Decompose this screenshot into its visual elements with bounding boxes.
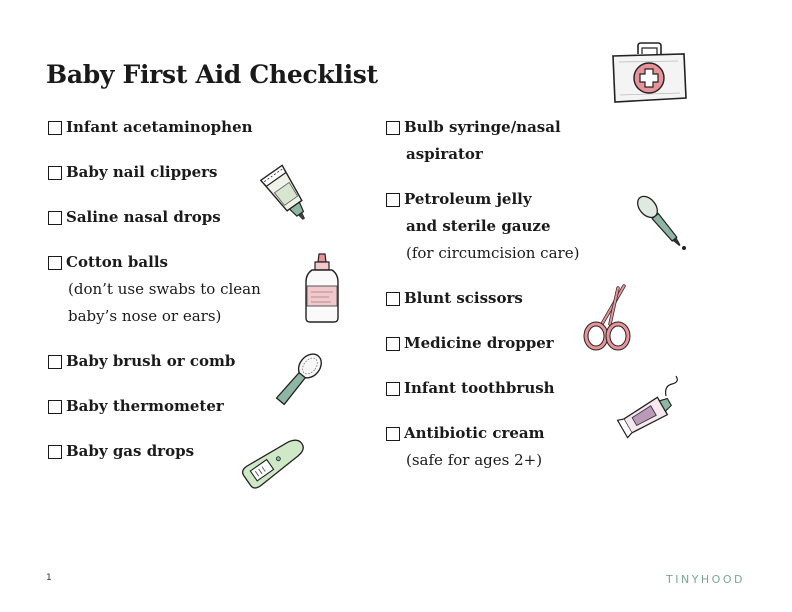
checklist-item[interactable] — [386, 186, 616, 267]
item-note: (for circumcision care) — [406, 244, 580, 262]
cream-tube-icon — [614, 372, 690, 444]
item-label: Saline nasal drops — [66, 208, 221, 226]
checkbox[interactable] — [48, 166, 62, 180]
item-note: (safe for ages 2+) — [406, 451, 543, 469]
item-label: Cotton balls — [66, 253, 168, 271]
item-label: Baby nail clippers — [66, 163, 218, 181]
checklist-item[interactable] — [48, 249, 288, 330]
saline-bottle-icon — [300, 252, 344, 324]
thermometer-icon — [236, 432, 312, 494]
item-note: (don’t use swabs to clean — [68, 280, 261, 298]
checkbox[interactable] — [48, 445, 62, 459]
checklist-item[interactable] — [386, 420, 616, 474]
item-label-cont: aspirator — [406, 145, 483, 163]
checkbox[interactable] — [48, 211, 62, 225]
bulb-syringe-icon — [626, 188, 696, 258]
checkbox[interactable] — [48, 256, 62, 270]
checkbox[interactable] — [386, 292, 400, 306]
ointment-tube-icon — [252, 162, 322, 228]
checklist-item[interactable] — [48, 393, 288, 420]
page-title: Baby First Aid Checklist — [46, 60, 378, 89]
checkbox[interactable] — [48, 355, 62, 369]
scissors-icon — [580, 282, 636, 354]
item-label: Baby thermometer — [66, 397, 224, 415]
first-aid-kit-icon — [608, 40, 690, 106]
item-note: baby’s nose or ears) — [68, 307, 222, 325]
checklist-item[interactable] — [386, 375, 616, 402]
checkbox[interactable] — [386, 382, 400, 396]
checkbox[interactable] — [48, 400, 62, 414]
baby-brush-icon — [266, 348, 332, 410]
checklist-item[interactable] — [48, 348, 288, 375]
checkbox[interactable] — [386, 193, 400, 207]
item-label: Medicine dropper — [404, 334, 554, 352]
item-label: Petroleum jelly — [404, 190, 532, 208]
checkbox[interactable] — [386, 337, 400, 351]
item-label: Baby brush or comb — [66, 352, 236, 370]
checkbox[interactable] — [48, 121, 62, 135]
brand-logo: TINYHOOD — [666, 573, 745, 586]
item-label: Baby gas drops — [66, 442, 195, 460]
item-label: Bulb syringe/nasal — [404, 118, 561, 136]
item-label: Blunt scissors — [404, 289, 523, 307]
checkbox[interactable] — [386, 121, 400, 135]
checklist-item[interactable] — [386, 114, 616, 168]
page-number: 1 — [46, 573, 52, 583]
item-label-cont: and sterile gauze — [406, 217, 551, 235]
checkbox[interactable] — [386, 427, 400, 441]
checklist-item[interactable] — [48, 114, 288, 141]
item-label: Infant toothbrush — [404, 379, 555, 397]
item-label: Antibiotic cream — [404, 424, 545, 442]
item-label: Infant acetaminophen — [66, 118, 253, 136]
